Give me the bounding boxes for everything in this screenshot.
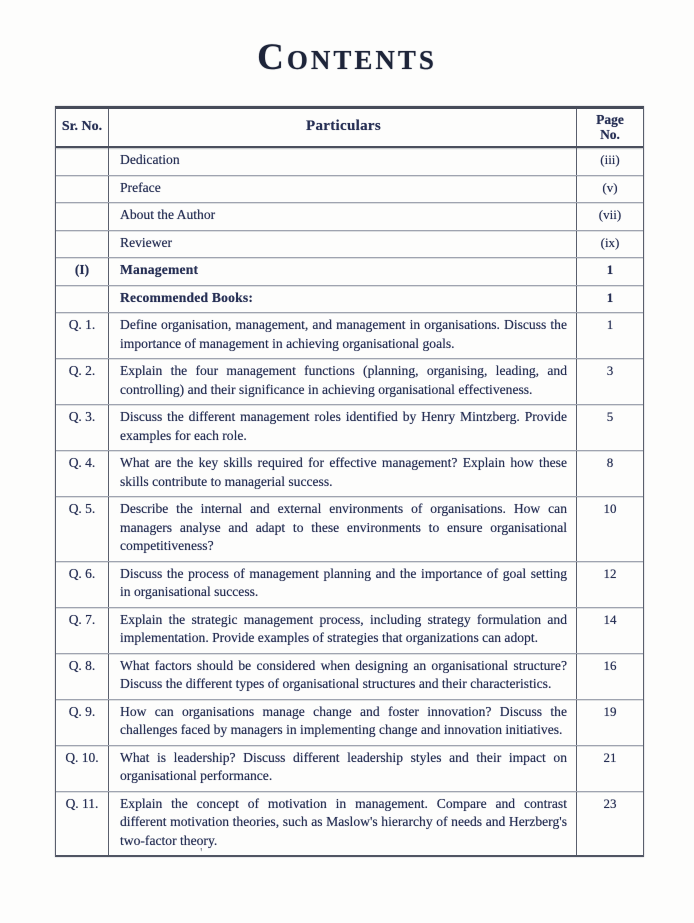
toc-row-page-no: 1 xyxy=(606,289,614,305)
toc-row-sr-no xyxy=(56,148,108,175)
toc-row-particulars: Explain the strategic management process, including strategy formulation and implementation. Provide examples of strategies that organizations can adopt. xyxy=(108,608,577,653)
toc-row-particulars: How can organisations manage change and foster innovation? Discuss the challenges faced by managers in implementing change and innovation initiatives. xyxy=(108,700,577,745)
toc-row xyxy=(56,358,643,404)
toc-row-sr-no: Q. 11. xyxy=(65,795,99,811)
toc-row xyxy=(56,404,643,450)
col-header-particulars: Particulars xyxy=(108,109,577,146)
toc-row-sr-no: Q. 2. xyxy=(68,363,96,378)
toc-row-particulars: Explain the concept of motivation in management. Compare and contrast different motivation theories, such as Maslow's hierarchy of needs and Herzberg's two-factor theory. xyxy=(108,792,577,856)
toc-row xyxy=(56,285,643,313)
toc-row-particulars: Describe the internal and external environments of organisations. How can managers analyse and adapt to these environments to ensure organisational competitiveness? xyxy=(108,497,577,561)
toc-row-page-no: 1 xyxy=(606,262,614,277)
toc-row-particulars: Explain the four management functions (planning, organising, leading, and controlling) and their significance in achieving organisational effectiveness. xyxy=(108,359,577,404)
toc-row-page-no: 1 xyxy=(606,317,614,332)
toc-row-particulars: What are the key skills required for effective management? Explain how these skills contribute to managerial success. xyxy=(108,451,577,496)
toc-row xyxy=(56,312,643,358)
toc-row-particulars: Management xyxy=(108,258,577,285)
toc-row-sr-no: Q. 6. xyxy=(68,565,96,581)
toc-row-particulars: Define organisation, management, and management in organisations. Discuss the importance of management in achieving organisational goals. xyxy=(108,313,577,358)
toc-row-page-no: 3 xyxy=(606,363,614,378)
toc-row-page-no: 10 xyxy=(603,501,617,516)
toc-row-page-no: 8 xyxy=(606,455,614,470)
toc-row xyxy=(56,561,643,607)
toc-row xyxy=(56,699,643,745)
toc-row-page-no: (vii) xyxy=(598,207,622,222)
toc-row-sr-no: Q. 5. xyxy=(68,501,96,516)
toc-row-particulars: Discuss the process of management planning and the importance of goal setting in organisational success. xyxy=(108,562,577,607)
toc-row-sr-no: (I) xyxy=(74,262,90,277)
toc-row xyxy=(56,257,643,285)
toc-row-page-no: (v) xyxy=(602,179,618,195)
toc-row-sr-no: Q. 9. xyxy=(68,703,96,719)
toc-row xyxy=(56,230,643,258)
col-header-sr-no: Sr. No. xyxy=(61,118,103,134)
toc-row-page-no: (iii) xyxy=(600,152,620,167)
toc-row-page-no: 14 xyxy=(603,611,617,627)
toc-row-sr-no xyxy=(56,203,108,230)
toc-row xyxy=(56,607,643,653)
toc-row-particulars: Dedication xyxy=(108,148,577,175)
toc-row-page-no: 5 xyxy=(606,409,614,424)
toc-row xyxy=(56,496,643,561)
toc-row-sr-no: Q. 3. xyxy=(68,409,96,424)
table-header-row xyxy=(56,109,643,148)
toc-row-sr-no: Q. 7. xyxy=(68,611,96,627)
toc-row-page-no: 12 xyxy=(603,565,617,581)
toc-row-page-no: 23 xyxy=(603,795,617,811)
toc-row-sr-no xyxy=(56,176,108,203)
toc-row xyxy=(56,202,643,230)
toc-row-particulars: Discuss the different management roles identified by Henry Mintzberg. Provide examples for each role. xyxy=(108,405,577,450)
toc-row-particulars: About the Author xyxy=(108,203,577,230)
toc-row-page-no: (ix) xyxy=(600,234,620,250)
toc-row-sr-no xyxy=(56,231,108,258)
toc-row xyxy=(56,745,643,791)
col-header-page-no xyxy=(577,109,643,146)
toc-row-particulars: What factors should be considered when designing an organisational structure? Discuss the different types of organisational structures and their characteristics. xyxy=(108,654,577,699)
toc-row-particulars: Reviewer xyxy=(108,231,577,258)
toc-row xyxy=(56,148,643,175)
toc-row-sr-no: Q. 8. xyxy=(68,657,96,673)
toc-row-particulars: Recommended Books: xyxy=(108,286,577,313)
col-header-page-line1: Page xyxy=(596,112,624,127)
toc-row xyxy=(56,175,643,203)
toc-row-sr-no xyxy=(56,286,108,313)
toc-row xyxy=(56,450,643,496)
toc-row-particulars: What is leadership? Discuss different leadership styles and their impact on organisational performance. xyxy=(108,746,577,791)
toc-row-page-no: 19 xyxy=(603,703,617,719)
toc-row-particulars: Preface xyxy=(108,176,577,203)
toc-row-sr-no: Q. 4. xyxy=(68,455,96,470)
table-body xyxy=(56,148,643,855)
scan-artifact: ' xyxy=(200,846,203,861)
toc-row-page-no: 21 xyxy=(603,749,617,765)
toc-row xyxy=(56,791,643,856)
contents-table xyxy=(55,106,644,857)
toc-row-sr-no: Q. 10. xyxy=(65,749,99,765)
toc-row-sr-no: Q. 1. xyxy=(68,317,96,332)
toc-row xyxy=(56,653,643,699)
page-title: CONTENTS xyxy=(257,37,437,78)
toc-row-page-no: 16 xyxy=(603,657,617,673)
col-header-page-line2: No. xyxy=(600,127,620,142)
